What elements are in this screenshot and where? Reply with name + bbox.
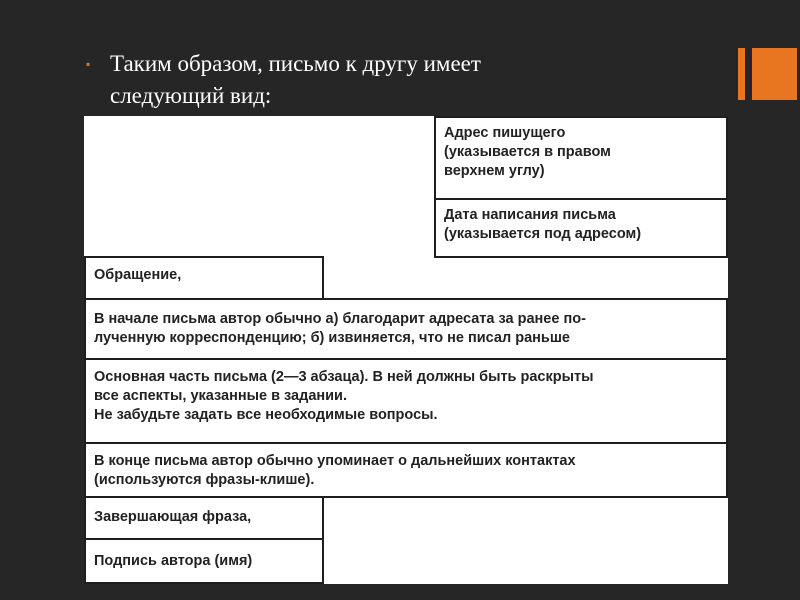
heading-line-2: следующий вид: bbox=[110, 83, 272, 108]
signature-cell: Подпись автора (имя) bbox=[84, 538, 324, 584]
final-phrase-cell: Завершающая фраза, bbox=[84, 496, 324, 540]
slide-heading bbox=[86, 48, 716, 112]
closing-cell: В конце письма автор обычно упоминает о дальнейших контактах (используются фразы-клише). bbox=[84, 442, 728, 498]
accent-bar-thin bbox=[738, 48, 745, 100]
bullet-icon: ▪ bbox=[86, 57, 91, 71]
main-body-cell: Основная часть письма (2—3 абзаца). В ней должны быть раскрыты все аспекты, указанные в задании. Не забудьте задать все необходимые вопросы. bbox=[84, 358, 728, 444]
greeting-cell: Обращение, bbox=[84, 256, 324, 300]
letter-template bbox=[84, 116, 728, 584]
address-cell: Адрес пишущего (указывается в правом верхнем углу) bbox=[434, 116, 728, 200]
heading-line-1: Таким образом, письмо к другу имеет bbox=[110, 51, 481, 76]
date-cell: Дата написания письма (указывается под адресом) bbox=[434, 198, 728, 258]
opening-cell: В начале письма автор обычно а) благодарит адресата за ранее по- лученную корреспонденцию; б) извиняется, что не писал раньше bbox=[84, 298, 728, 360]
accent-bar-thick bbox=[752, 48, 797, 100]
